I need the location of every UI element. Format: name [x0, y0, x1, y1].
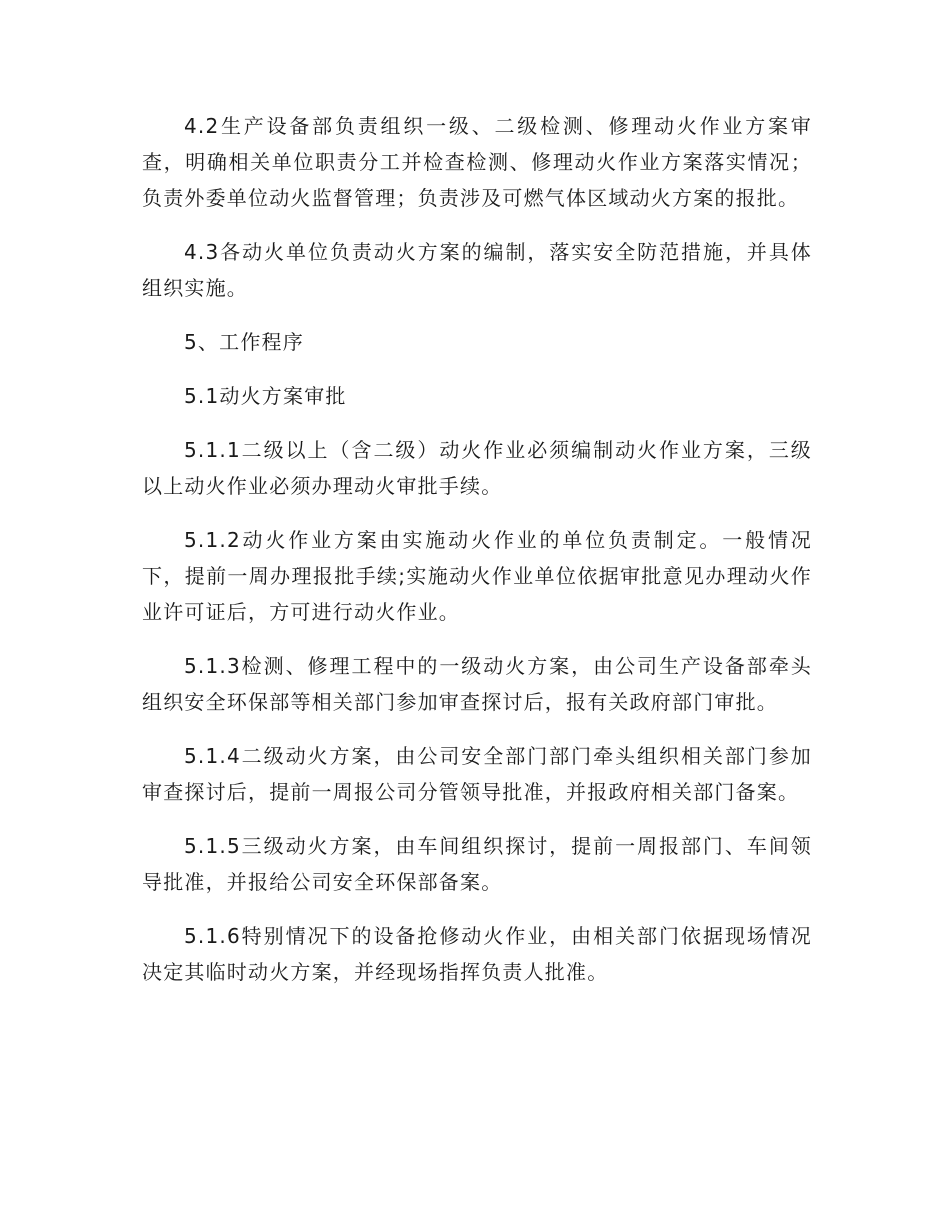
paragraph-4-2: 4.2生产设备部负责组织一级、二级检测、修理动火作业方案审查，明确相关单位职责分工并检查检测、修理动火作业方案落实情况；负责外委单位动火监督管理；负责涉及可燃气体区域动火方案的报批。 — [142, 114, 812, 210]
section-heading-5: 5、工作程序 — [184, 330, 304, 354]
paragraph-5-1-4: 5.1.4二级动火方案，由公司安全部门部门牵头组织相关部门参加审查探讨后，提前一周报公司分管领导批准，并报政府相关部门备案。 — [142, 744, 812, 804]
paragraph-5-1-3: 5.1.3检测、修理工程中的一级动火方案，由公司生产设备部牵头组织安全环保部等相关部门参加审查探讨后，报有关政府部门审批。 — [142, 654, 812, 714]
paragraph-4-3: 4.3各动火单位负责动火方案的编制，落实安全防范措施，并具体组织实施。 — [142, 240, 812, 300]
paragraph-5-1-2: 5.1.2动火作业方案由实施动火作业的单位负责制定。一般情况下，提前一周办理报批手续;实施动火作业单位依据审批意见办理动火作业许可证后，方可进行动火作业。 — [142, 528, 812, 624]
paragraph-5-1-5: 5.1.5三级动火方案，由车间组织探讨，提前一周报部门、车间领导批准，并报给公司安全环保部备案。 — [142, 834, 812, 894]
paragraph-5-1-1: 5.1.1二级以上（含二级）动火作业必须编制动火作业方案，三级以上动火作业必须办理动火审批手续。 — [142, 438, 812, 498]
subsection-heading-5-1: 5.1动火方案审批 — [184, 384, 347, 408]
document-body — [142, 108, 812, 1008]
paragraph-5-1-6: 5.1.6特别情况下的设备抢修动火作业，由相关部门依据现场情况决定其临时动火方案，并经现场指挥负责人批准。 — [142, 924, 812, 984]
